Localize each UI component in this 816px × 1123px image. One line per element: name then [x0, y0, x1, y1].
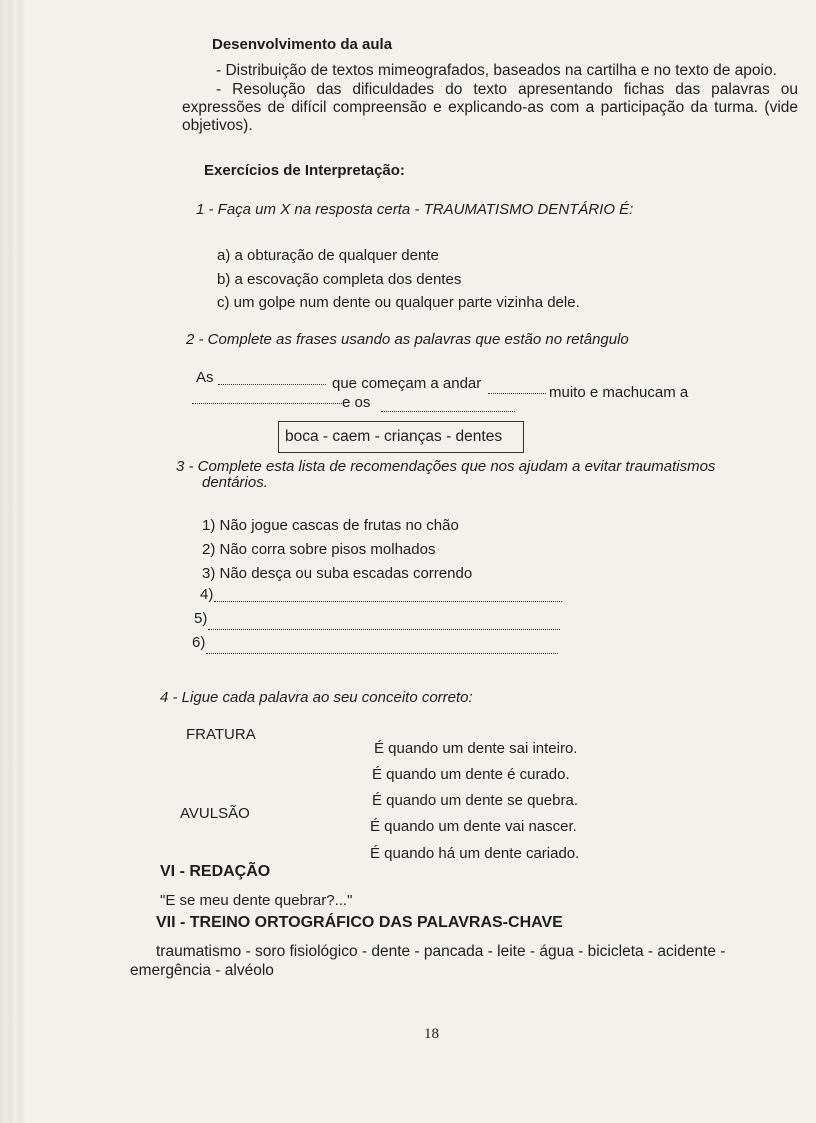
- q4-concept-2: É quando um dente é curado.: [372, 766, 570, 783]
- section-7-line-2: emergência - alvéolo: [130, 962, 274, 979]
- q4-concept-1: É quando um dente sai inteiro.: [374, 740, 578, 757]
- q3-blank-4[interactable]: [214, 601, 562, 602]
- q1-prompt: 1 - Faça um X na resposta certa - TRAUMATISMO DENTÁRIO É:: [196, 201, 634, 218]
- q4-concept-3: É quando um dente se quebra.: [372, 792, 578, 809]
- q3-blank-label-4: 4): [200, 586, 214, 603]
- q2-prompt: 2 - Complete as frases usando as palavras que estão no retângulo: [186, 331, 629, 348]
- section-6-text: "E se meu dente quebrar?...": [160, 892, 353, 909]
- q2-blank-3[interactable]: [192, 403, 342, 404]
- q4-word-avulsao: AVULSÃO: [180, 805, 250, 822]
- heading-desenvolvimento: Desenvolvimento da aula: [212, 36, 393, 53]
- q2-blank-1[interactable]: [218, 384, 326, 385]
- q3-blank-label-5: 5): [194, 610, 208, 627]
- q1-option-c: c) um golpe num dente ou qualquer parte vizinha dele.: [217, 294, 580, 311]
- q3-blank-label-6: 6): [192, 634, 206, 651]
- q2-line1-end: muito e machucam a: [549, 384, 689, 401]
- q2-line2-conj: e os: [342, 394, 371, 411]
- q4-concept-4: É quando um dente vai nascer.: [370, 818, 577, 835]
- section-6-title: VI - REDAÇÃO: [160, 863, 271, 880]
- q2-blank-2[interactable]: [488, 393, 546, 394]
- q3-blank-6[interactable]: [206, 653, 558, 654]
- q4-prompt: 4 - Ligue cada palavra ao seu conceito correto:: [160, 689, 473, 706]
- q3-item-2: 2) Não corra sobre pisos molhados: [202, 541, 436, 558]
- dev-paragraph-2: - Resolução das dificuldades do texto apresentando fichas das palavras ou expressões de difícil compreensão e explicando-as com a participação da turma. (vide objetivos).: [182, 81, 798, 134]
- q1-option-b: b) a escovação completa dos dentes: [217, 271, 462, 288]
- section-7-title: VII - TREINO ORTOGRÁFICO DAS PALAVRAS-CHAVE: [156, 914, 563, 931]
- q4-concept-5: É quando há um dente cariado.: [370, 845, 580, 862]
- q1-option-a: a) a obturação de qualquer dente: [217, 247, 439, 264]
- page-number: 18: [424, 1026, 439, 1042]
- q4-word-fratura: FRATURA: [186, 726, 256, 743]
- q3-item-1: 1) Não jogue cascas de frutas no chão: [202, 517, 459, 534]
- page-edge: [0, 0, 26, 1123]
- heading-exercicios: Exercícios de Interpretação:: [204, 162, 405, 179]
- q2-word-box: boca - caem - crianças - dentes: [278, 421, 524, 453]
- q3-prompt-cont: dentários.: [202, 474, 268, 491]
- section-7-line-1: traumatismo - soro fisiológico - dente - pancada - leite - água - bicicleta - acidente -: [156, 943, 726, 960]
- q3-item-3: 3) Não desça ou suba escadas correndo: [202, 565, 473, 582]
- q3-blank-5[interactable]: [208, 629, 560, 630]
- dev-paragraph-1: - Distribuição de textos mimeografados, baseados na cartilha e no texto de apoio.: [216, 62, 777, 79]
- q2-line1-start: As: [196, 369, 214, 386]
- q2-line1-middle: que começam a andar: [332, 375, 482, 392]
- q2-blank-4[interactable]: [381, 411, 515, 412]
- q3-prompt: 3 - Complete esta lista de recomendações que nos ajudam a evitar traumatismos: [176, 458, 716, 475]
